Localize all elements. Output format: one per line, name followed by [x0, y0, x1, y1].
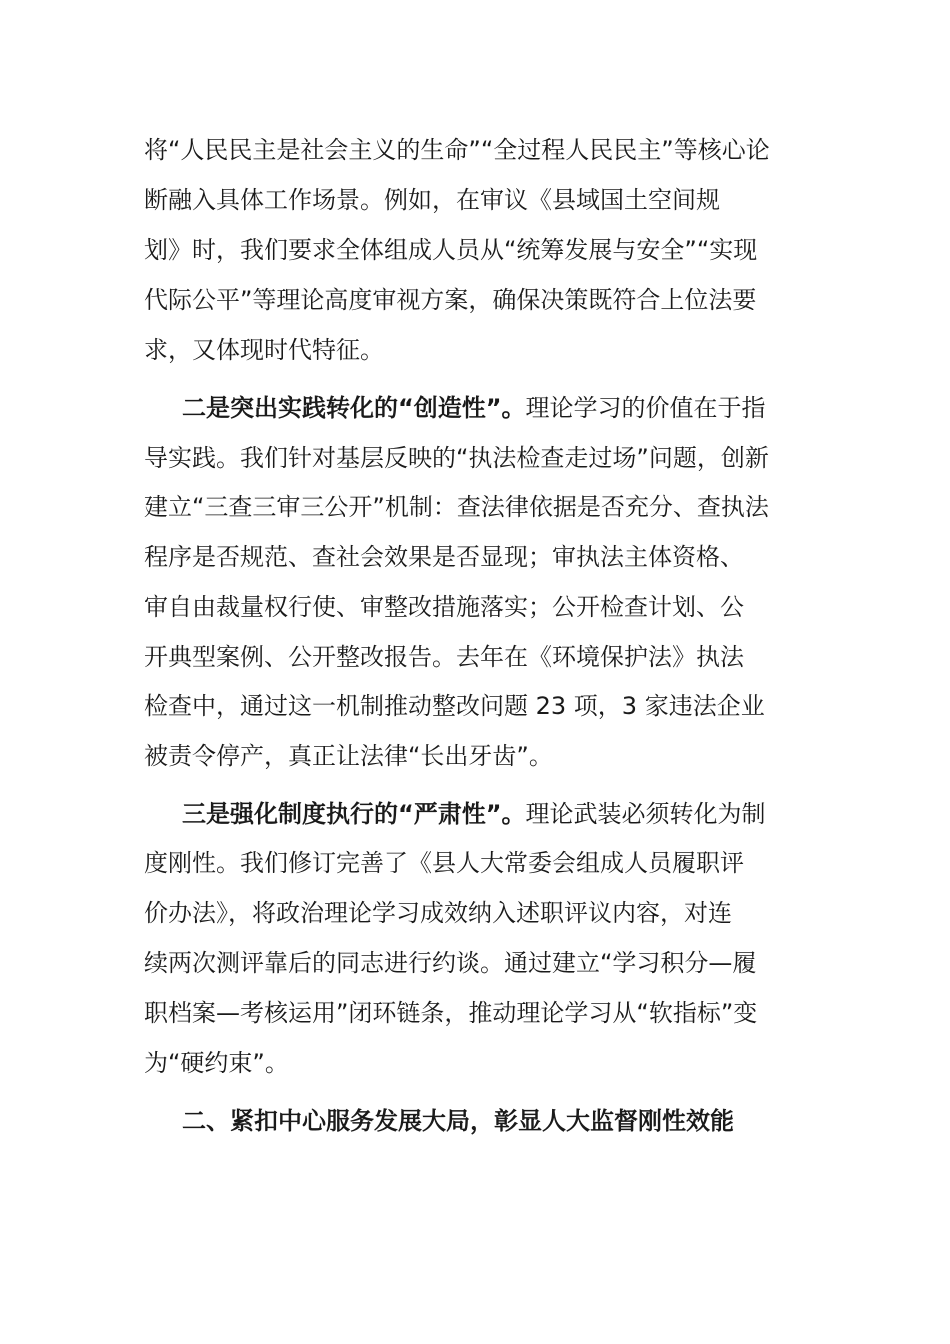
- paragraph2-line-2: 导实践。我们针对基层反映的“执法检查走过场”问题，创新: [144, 444, 769, 472]
- paragraph2-line-4: 程序是否规范、查社会效果是否显现；审执法主体资格、: [144, 543, 744, 571]
- paragraph3-line-2: 度刚性。我们修订完善了《县人大常委会组成人员履职评: [144, 849, 744, 877]
- paragraph3-line-5: 职档案—考核运用”闭环链条，推动理论学习从“软指标”变: [144, 999, 758, 1027]
- paragraph2-line-6: 开典型案例、公开整改报告。去年在《环境保护法》执法: [144, 643, 744, 671]
- paragraph1-line-4: 代际公平”等理论高度审视方案，确保决策既符合上位法要: [144, 286, 757, 314]
- paragraph3-line-4: 续两次测评靠后的同志进行约谈。通过建立“学习积分—履: [144, 949, 757, 977]
- paragraph1-line-5: 求，又体现时代特征。: [144, 336, 384, 364]
- paragraph1-line-1: 将“人民民主是社会主义的生命”“全过程人民民主”等核心论: [144, 136, 770, 164]
- paragraph2-line-8: 被责令停产，真正让法律“长出牙齿”。: [144, 742, 553, 770]
- paragraph1-line-2: 断融入具体工作场景。例如，在审议《县域国土空间规: [144, 186, 720, 214]
- paragraph3-line-3: 价办法》，将政治理论学习成效纳入述职评议内容，对连: [144, 899, 732, 927]
- paragraph1-line-3: 划》时，我们要求全体组成人员从“统筹发展与安全”“实现: [144, 236, 758, 264]
- paragraph2-lead: 二是突出实践转化的“创造性”。: [182, 394, 526, 422]
- paragraph2-line-7: 检查中，通过这一机制推动整改问题 23 项，3 家违法企业: [144, 692, 765, 720]
- paragraph2-line-3: 建立“三查三审三公开”机制：查法律依据是否充分、查执法: [144, 493, 769, 521]
- paragraph3-lead: 三是强化制度执行的“严肃性”。: [182, 800, 526, 828]
- paragraph3-line-6: 为“硬约束”。: [144, 1049, 289, 1077]
- paragraph3-first-line-rest: 理论武装必须转化为制: [525, 800, 766, 828]
- paragraph3-line-1: [182, 798, 806, 830]
- paragraph2-first-line-rest: 理论学习的价值在于指: [525, 394, 766, 422]
- section-heading: 二、紧扣中心服务发展大局，彰显人大监督刚性效能: [182, 1107, 734, 1135]
- paragraph2-line-1: [182, 392, 806, 424]
- paragraph2-line-5: 审自由裁量权行使、审整改措施落实；公开检查计划、公: [144, 593, 744, 621]
